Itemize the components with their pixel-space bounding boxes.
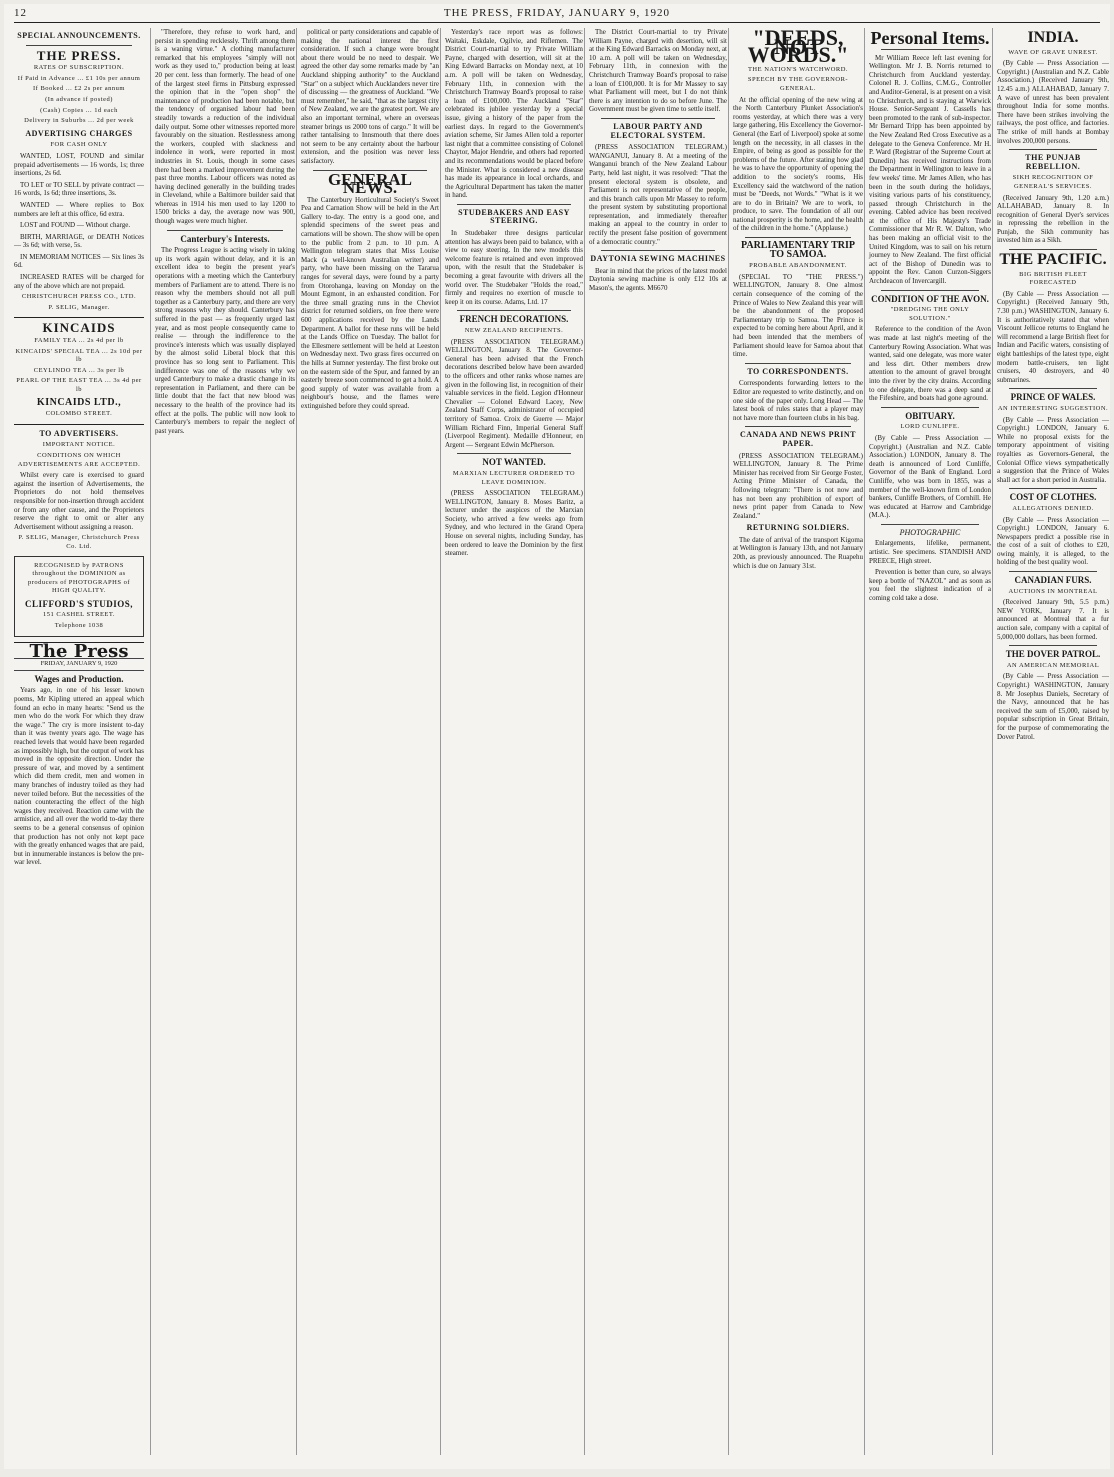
india-heading: INDIA. [1027,29,1079,46]
adv-line: WANTED — Where replies to Box numbers are left at this office, 6d extra. [14,200,144,218]
article-body: The Progress League is acting wisely in taking up its work again without delay, and it is an excellent idea to begin the present year's operations with a meeting which the Canterbury members of Parliament are to attend. There is no reason why the members should not all pull together as a Canterbury party, and there are very strong reasons why they should. Canterbury has suffered in the past — as frequently urged last year, and as most people consequently came to realise — through the indifference to the province's interests which was usually displayed by the almost solid Liberal block that this province has so long sent to Parliament. This indifference was one of the reasons why we urged Canterbury to make a drastic change in its representation in Parliament, and there can be little doubt that the fact that new blood was necessary to the health of the province had its effect at the polls. The public will now look to Canterbury's members to repair the neglect of past years. [155,246,295,435]
rate-line: If Paid in Advance ... £1 10s per annum [17,74,141,82]
rate-line: Delivery in Suburbs ... 2d per week [24,117,134,125]
conditions-heading: CONDITIONS ON WHICH ADVERTISEMENTS ARE ACCEPTED. [17,451,141,468]
samoa-sub: PROBABLE ABANDONMENT. [749,262,847,270]
column-7 [864,28,991,1455]
photo-heading: PHOTOGRAPHIC [899,527,961,537]
punjab-heading: THE PUNJAB REBELLION. [1025,153,1081,171]
press-heading: THE PRESS. [36,47,122,63]
avon-body: Reference to the condition of the Avon was made at last night's meeting of the Canterbury Rowing Association. What was wanted, said one delegate, was more water and less dirt. Other members drew attention to the amount of gravel brought into the river by the city drains. According to one delegate, there was a deep sand at the Fifeshire, and boats had gone aground. [869,325,991,403]
telephone: Telephone 1038 [54,622,104,630]
dover-sub: AN AMERICAN MEMORIAL [1006,661,1100,669]
cliffords-studios: CLIFFORD'S STUDIOS, [24,598,134,609]
dateline: FRIDAY, JANUARY 9, 1920 [14,658,144,671]
paper-body: (PRESS ASSOCIATION TELEGRAM.) WELLINGTON, January 8. The Prime Minister has received from Sir George Foster, Acting Prime Minister of Canada, the following telegram: "There is not now and has not been any prohibition of export of news print paper from Canada to New Zealand." [733,451,863,520]
nazol-advert: Prevention is better than cure, so always keep a bottle of "NAZOL" and as soon as you feel the slightest indication of a coming cold take a dose. [869,568,991,603]
column-8 [992,28,1109,1455]
rate-line: If Booked ... £2 2s per annum [33,85,125,93]
tea-line: CEYLINDO TEA ... 3s per lb [33,366,125,374]
photo-body: Enlargements, lifelike, permanent, artistic. See specimens. STANDISH AND PREECE, High street. [869,539,991,565]
samoa-heading: PARLIAMENTARY TRIP TO SAMOA. [740,240,855,260]
not-wanted-body: (PRESS ASSOCIATION TELEGRAM.) WELLINGTON, January 8. Moses Baritz, a lecturer under the auspices of the Marxian Society, who arrived a few weeks ago from Sydney, and who lectured in the Grand Opera House on several nights, including Sunday, has been ordered to leave the Dominion by the first steamer. [445,489,583,558]
wales-heading: PRINCE OF WALES. [1010,392,1096,403]
personal-heading: Personal Items. [870,28,990,48]
company-signature: P. SELIG, Manager. [48,303,110,311]
correspondents-heading: TO CORRESPONDENTS. [747,366,849,376]
newspaper-page [4,4,1110,1469]
clothes-sub: ALLEGATIONS DENIED. [1012,504,1094,512]
editorial-heading: Wages and Production. [34,673,124,684]
punjab-sub: SIKH RECOGNITION OF GENERAL'S SERVICES. [1012,174,1094,190]
patrons-text: RECOGNISED by PATRONS throughout the DOMINION as producers of PHOTOGRAPHS of HIGH QUALITY. [27,561,131,595]
canterbury-heading: Canterbury's Interests. [180,233,270,244]
general-news-heading: GENERAL NEWS. [327,169,413,198]
cliffords-advert [14,556,144,637]
obituary-heading: OBITUARY. [905,410,955,421]
masthead-title: The Press [29,640,129,662]
column-6 [728,28,863,1455]
pacific-sub: BIG BRITISH FLEET FORECASTED [1019,270,1087,287]
rates-note: INCREASED RATES will be charged for any of the above which are not prepaid. [14,273,144,290]
dover-body: (By Cable — Press Association — Copyright.) WASHINGTON, January 8. Mr Josephus Daniels, Secretary of the Navy, announced that he has received the sum of £5,000, raised by popular subscription in Great Britain, for the purpose of commemorating the Dover Patrol. [997,672,1109,741]
adv-line: WANTED, LOST, FOUND and similar prepaid advertisements — 16 words, 1s; three insertions, 2s 6d. [14,151,144,178]
pacific-heading: THE PACIFIC. [999,251,1107,269]
deeds-heading: "DEEDS, NOT WORDS." [747,28,849,68]
deeds-body: At the official opening of the new wing at the North Canterbury Plunket Association's rooms yesterday, at which there was a very large gathering, His Excellency the Governor-General (the Earl of Liverpool) spoke at some length on the necessity, in all classes in the Empire, of being as good as possible for the problems of the future. After stating how glad he was to have the opportunity of opening the addition to the society's rooms, His Excellency said the watchword of the nation must be "Deeds, not Words." "What is it we are to do in Britain? We are to work, to produce, to save. The foundation of all our national prosperity is the home, and the health of the children in the home." (Applause.) [733,95,863,233]
column-4 [440,28,583,1455]
adv-line: LOST and FOUND — Without charge. [20,221,131,230]
furs-heading: CANADIAN FURS. [1014,575,1092,586]
article-body: The District Court-martial to try Private William Payne, charged with desertion, will sit at the King Edward Barracks on Monday next, at 10 a.m. A poll will be taken on Wednesday, February 11th, in connexion with the Christchurch Tramway Board's proposal to raise a loan of £100,000. It is for Mr Massey to say what Parliament will meet, but I do not think there is any intention to do so before June. The Government must be given time to settle itself. [589,28,727,114]
special-announcements-heading: SPECIAL ANNOUNCEMENTS. [17,31,141,40]
soldiers-body: The date of arrival of the transport Kigoma at Wellington is January 13th, and not January 20th, as previously announced. The Ruapehu which is due on January 31st. [733,535,863,570]
obituary-body: (By Cable — Press Association — Copyright.) (Australian and N.Z. Cable Association.) LONDON, January 8. The death is announced of Lord Cunliffe, Governor of the Bank of England. Lord Cunliffe, who was born in 1855, was a member of the well-known firm of London bankers, Cunliffe Brothers, of Cornhill. He was educated at Harrow and Cambridge (M.A.). [869,433,991,520]
deeds-sub2: SPEECH BY THE GOVERNOR-GENERAL. [747,76,849,92]
studebaker-heading: STUDEBAKERS AND EASY STEERING. [458,207,570,226]
clothes-heading: COST OF CLOTHES. [1009,492,1097,503]
tea-line: PEARL OF THE EAST TEA ... 3s 4d per lb [16,377,142,393]
advertising-heading: ADVERTISING CHARGES [25,128,133,138]
furs-sub: AUCTIONS IN MONTREAL [1008,587,1098,595]
cliffords-address: 151 CASHEL STREET. [42,611,115,619]
french-sub: NEW ZEALAND RECIPIENTS. [464,327,564,334]
kincaids-address: COLOMBO STREET. [45,410,113,418]
deeds-sub: THE NATION'S WATCHWORD. [747,65,849,73]
adv-line: TO LET or TO SELL by private contract — 16 words, 1s 6d; three insertions, 3s. [14,180,144,198]
adv-line: IN MEMORIAM NOTICES — Six lines 3s 6d. [14,252,144,270]
news-body: The Canterbury Horticultural Society's Sweet Pea and Carnation Show will be held in the Art Gallery to-day. The entry is a good one, and splendid specimens of the sweet peas and carnations will be shown. The show will be open to the public from 2 p.m. to 10 p.m. A Wellington telegram states that Miss Louise Mack (a well-known Australian writer) and party, who have been missing on the Tararua ranges for several days, were found by a party from Otorohanga, leaving on Monday on the Mount Egmont, in an exhausted condition. For the three small grazing runs in the Cheviot district for returned soldiers, on free there were 600 applications received by the Lands Department. A ballot for these runs will be held at the Lands Office on Tuesday. The ballot for the Ellesmere settlement will be held at Leeston on Wednesday next. Two grass fires occurred on the hills at Sumner yesterday. The first broke out on the eastern side of the Spur, and fanned by an easterly breeze soon commenced to get a hold. A good supply of water was available from a neighbour's house, and the flames were extinguished before they could spread. [301,195,439,410]
clothes-body: (By Cable — Press Association — Copyright.) LONDON, January 6. Newspapers predict a possible rise in the cost of a suit of clothes to £20, owing mainly, it is alleged, to the holding of the best quality wool. [997,515,1109,567]
furs-body: (Received January 9th, 5.5 p.m.) NEW YORK, January 7. It is announced at Montreal that a fur auction sale, company with a capital of 5,000,000 dollars, has been formed. [997,598,1109,641]
masthead [14,640,144,662]
sewing-body: Bear in mind that the prices of the latest model Daytonia sewing machine is only £12 10s at Mason's, the agents. M6670 [589,266,727,293]
kincaids-heading: KINCAIDS [42,320,116,336]
tea-line: KINCAIDS' SPECIAL TEA ... 2s 10d per lb [15,347,143,364]
adv-line: BIRTH, MARRIAGE, or DEATH Notices — 3s 6d; with verse, 5s. [14,232,144,250]
dover-heading: THE DOVER PATROL. [1005,649,1101,660]
important-notice: IMPORTANT NOTICE. [42,441,116,449]
article-body: Yesterday's race report was as follows: Waitaki, Eskdale, Ogilvie, and Riflemen. The District Court-martial to try Private William Payne, charged with desertion, will sit at the King Edward Barracks on Monday next, at 10 a.m. A poll will be taken on Wednesday, February 11th, in connexion with the Christchurch Tramway Board's proposal to raise a loan of £100,000. The Auckland "Star" celebrated its jubilee yesterday by a special issue, giving a history of the paper from the earliest days. In regard to the Government's aviation scheme, Sir James Allen told a reporter last night that a committee consisting of Colonel Chaytor, Major Hendrie, and others had reported and its recommendations would be placed before the Minister. What is considered a new disease has made its appearance in local orchards, and the Agricultural Department has taken the matter in hand. [445,28,583,200]
page-header [14,6,1100,23]
paper-heading: CANADA AND NEWS PRINT PAPER. [739,430,857,448]
sewing-heading: DAYTONIA SEWING MACHINES [590,254,726,264]
tea-line: FAMILY TEA ... 2s 4d per lb [34,337,124,345]
not-wanted-sub: MARXIAN LECTURER ORDERED TO LEAVE DOMINION. [452,469,576,486]
avon-heading: CONDITION OF THE AVON. [871,293,989,304]
column-1 [14,28,144,1455]
obituary-sub: LORD CUNLIFFE. [900,423,960,431]
to-advertisers-heading: TO ADVERTISERS. [39,428,119,438]
column-5 [584,28,727,1455]
samoa-body: (SPECIAL TO "THE PRESS.") WELLINGTON, January 8. One almost certain consequence of the coming of the Prince of Wales to New Zealand this year will be the abandonment of the proposed Parliamentary trip to Samoa. The Prince is expected to be coming here about April, and it had been intended that the members of Parliament should leave for Samoa about that time. [733,272,863,359]
rate-line: (In advance if posted) [45,95,113,103]
wales-sub: AN INTERESTING SUGGESTION. [997,404,1109,412]
rates-heading: RATES OF SUBSCRIPTION. [33,64,125,72]
personal-body: Mr William Reece left last evening for Wellington. Mr J. B. Norris returned to Christchurch from Auckland yesterday. Colonel R. J. Collins, C.M.G., Controller and Auditor-General, is at present on a visit to Christchurch, and is staying at Warwick House. Senior-Sergeant J. Cassells has been promoted to the rank of sub-inspector. Mr Bernard Tripp has been appointed by the New Zealand Red Cross Executive as a delegate to the Geneva Conference. Mr H. P. Ward (Registrar of the Supreme Court at Dunedin) has received instructions from the Department in Wellington to leave in a few weeks' time. Mr James Allen, who has been in the south during the holidays, visiting various parts of his constituency, passed through Christchurch in the evening. Cabled advice has been received at the office of His Majesty's Trade Commissioner that Mr R. W. Dalton, who has been making an official visit to the United Kingdom, was to sail on his return journey to New Zealand. The first official act of the Bishop of Dunedin was to appoint the Rev. Canon Curzon-Siggers Archdeacon of Invercargill. [869,53,991,286]
conditions-body: Whilst every care is exercised to guard against the insertion of Advertisements, the Proprietors do not hold themselves responsible for non-insertion through accident or from any other cause, and the Proprietors reserve the right to omit or alter any Advertisement without assigning a reason. [14,471,144,531]
article-body: "Therefore, they refuse to work hard, and persist in spending recklessly. Thrift among them is a waning virtue." A clothing manufacturer remarked that his employees "simply will not work as they used to," production being at least 20 per cent. less than formerly. The head of one of the largest steel firms in Pittsburg expressed the opinion that in the "open shop" the maintenance of production had been notable, but the tendency of organised labour had been steadily towards a reduction of the individual daily output. Some other witnesses reported more favourably on the situation. Restlessness among the workers, coupled with slackness and indolence in work, were reported in most industries in St. Louis, though in some cases there had been a marked improvement during the past three months. Labour officers was noted as having declined generally in the building trades in Cleveland, while a Baltimore builder said that whereas in 1914 his men used to lay 1200 to 1500 bricks a day, the average now was 900, though wages were much higher. [155,28,295,226]
column-3 [296,28,439,1455]
soldiers-heading: RETURNING SOLDIERS. [746,523,850,533]
french-body: (PRESS ASSOCIATION TELEGRAM.) WELLINGTON, January 8. The Governor-General has been advised that the French decorations described below have been awarded to the officers and other ranks whose names are given in the following list, in recognition of their valuable services in the field. Legion d'Honneur Chevalier — Colonel Edward Lacey, New Zealand Staff Corps, administrator of occupied territory of Samoa. Croix de Guerre — Major William Richard Finn, Imperial General Staff (Liverpool Regiment). Medaille d'Honneur, en Argent — Sergeant Edwin McPherson. [445,337,583,449]
wales-body: (By Cable — Press Association — Copyright.) LONDON, January 6. While no proposal exists for the temporary appointment of visiting royalties as Governors-General, the Colonial Office views sympathetically a suggestion that the Prince of Wales shall act for a short period in Australia. [997,415,1109,484]
correspondents-body: Correspondents forwarding letters to the Editor are requested to write distinctly, and on one side of the paper only. Long Head — The latest book of rules states that a player may not have more than fourteen clubs in his bag. [733,379,863,422]
india-body: (By Cable — Press Association — Copyright.) (Australian and N.Z. Cable Association.) (Received January 9th, 12.45 a.m.) ALLAHABAD, January 7. A wave of unrest has been prevalent throughout India for some months. There have been strikes involving the railways, the post office, and factories. The strike of mill hands at Bombay involves 200,000 persons. [997,59,1109,145]
rate-line: (Cash) Copies ... 1d each [40,106,118,114]
advertising-sub: FOR CASH ONLY [50,141,108,149]
pacific-body: (By Cable — Press Association — Copyright.) (Received January 9th, 7.30 p.m.) WASHINGTON, January 6. It is authoritatively stated that when Viscount Jellicoe returns to England he will recommend a large British fleet for Indian and Pacific waters, consisting of eight battleships of the latest type, eight modern battle-cruisers, ten light cruisers, 40 destroyers, and 40 submarines. [997,289,1109,384]
page-number: 12 [14,7,27,19]
avon-sub: "DREDGING THE ONLY SOLUTION." [890,306,970,322]
not-wanted-heading: NOT WANTED. [482,457,546,468]
editorial-body: Years ago, in one of his lesser known poems, Mr Kipling uttered an appeal which found an echo in many hearts: "Send us the men who do the work For which they draw the wage." The cry is more insistent to-day than it was twenty years ago. The wage has reached levels that would have been regarded as impossibly high, but the output of work has moved in the opposite direction. Under the pressure of war, and moved by a sentiment which did them credit, men and women in many branches of industry toiled as they had never toiled before. But the necessities of the nation counteracting the effect of the high wages they received. Reaction came with the armistice, and all over the world to-day there seems to be a general consensus of opinion that production has not only not kept pace with the greatly enhanced wages that are paid, but in innumerable instances is below the pre-war level. [14,686,144,867]
kincaids-ltd: KINCAIDS LTD., [36,396,122,408]
labour-body: (PRESS ASSOCIATION TELEGRAM.) WANGANUI, January 8. At a meeting of the Wanganui branch of the New Zealand Labour Party, held last night, it was resolved: "That the present electoral system is obsolete, and Parliament is not representative of the people, and this branch calls upon Mr Massey to reform the present system by substituting proportional representation, and immediately thereafter making an appeal to the country in order to rectify the present false position of government of a democratic country." [589,143,727,246]
studebaker-body: In Studebaker three designs particular attention has always been paid to balance, with a view to easy steering. In the new models this welcome feature is retained and even improved upon, with the result that the Studebaker is becoming a great favourite with drivers all the world over. The Studebaker "Holds the road," firmly and requires no exertion of muscle to keep it on its course. Adams, Ltd. 17 [445,229,583,306]
manager-signature: P. SELIG, Manager, Christchurch Press Co. Ltd. [18,534,140,550]
article-body: political or party considerations and capable of making the national interest the first consideration. If such a change were brought about there would be no need to despair. We agreed the other day some remarks made by "an Auckland shipping authority" to the Auckland "Star" on a subject which Aucklanders never tire of discussing — the greatness of Auckland. "We must remember," he said, "that as the largest city of New Zealand, we are the greatest port. We are also an important terminal, where an overseas steamer brings us 2000 tons of cargo." It will be rather tantalising to Innsmouth that there does not seem to be any certainty about the harbour extension, and the position was never less satisfactory. [301,28,439,165]
newspaper-title: THE PRESS, FRIDAY, JANUARY 9, 1920 [443,7,671,19]
column-2 [150,28,295,1455]
india-sub: WAVE OF GRAVE UNREST. [1008,48,1098,56]
labour-heading: LABOUR PARTY AND ELECTORAL SYSTEM. [610,121,706,140]
punjab-body: (Received January 9th, 1.20 a.m.) ALLAHABAD, January 8. In recognition of General Dyer's services in repressing the rebellion in the Punjab, the Sikh community has invested him as a Sikh. [997,193,1109,245]
french-heading: FRENCH DECORATIONS. [459,314,569,325]
company-name: CHRISTCHURCH PRESS CO., LTD. [21,293,137,301]
